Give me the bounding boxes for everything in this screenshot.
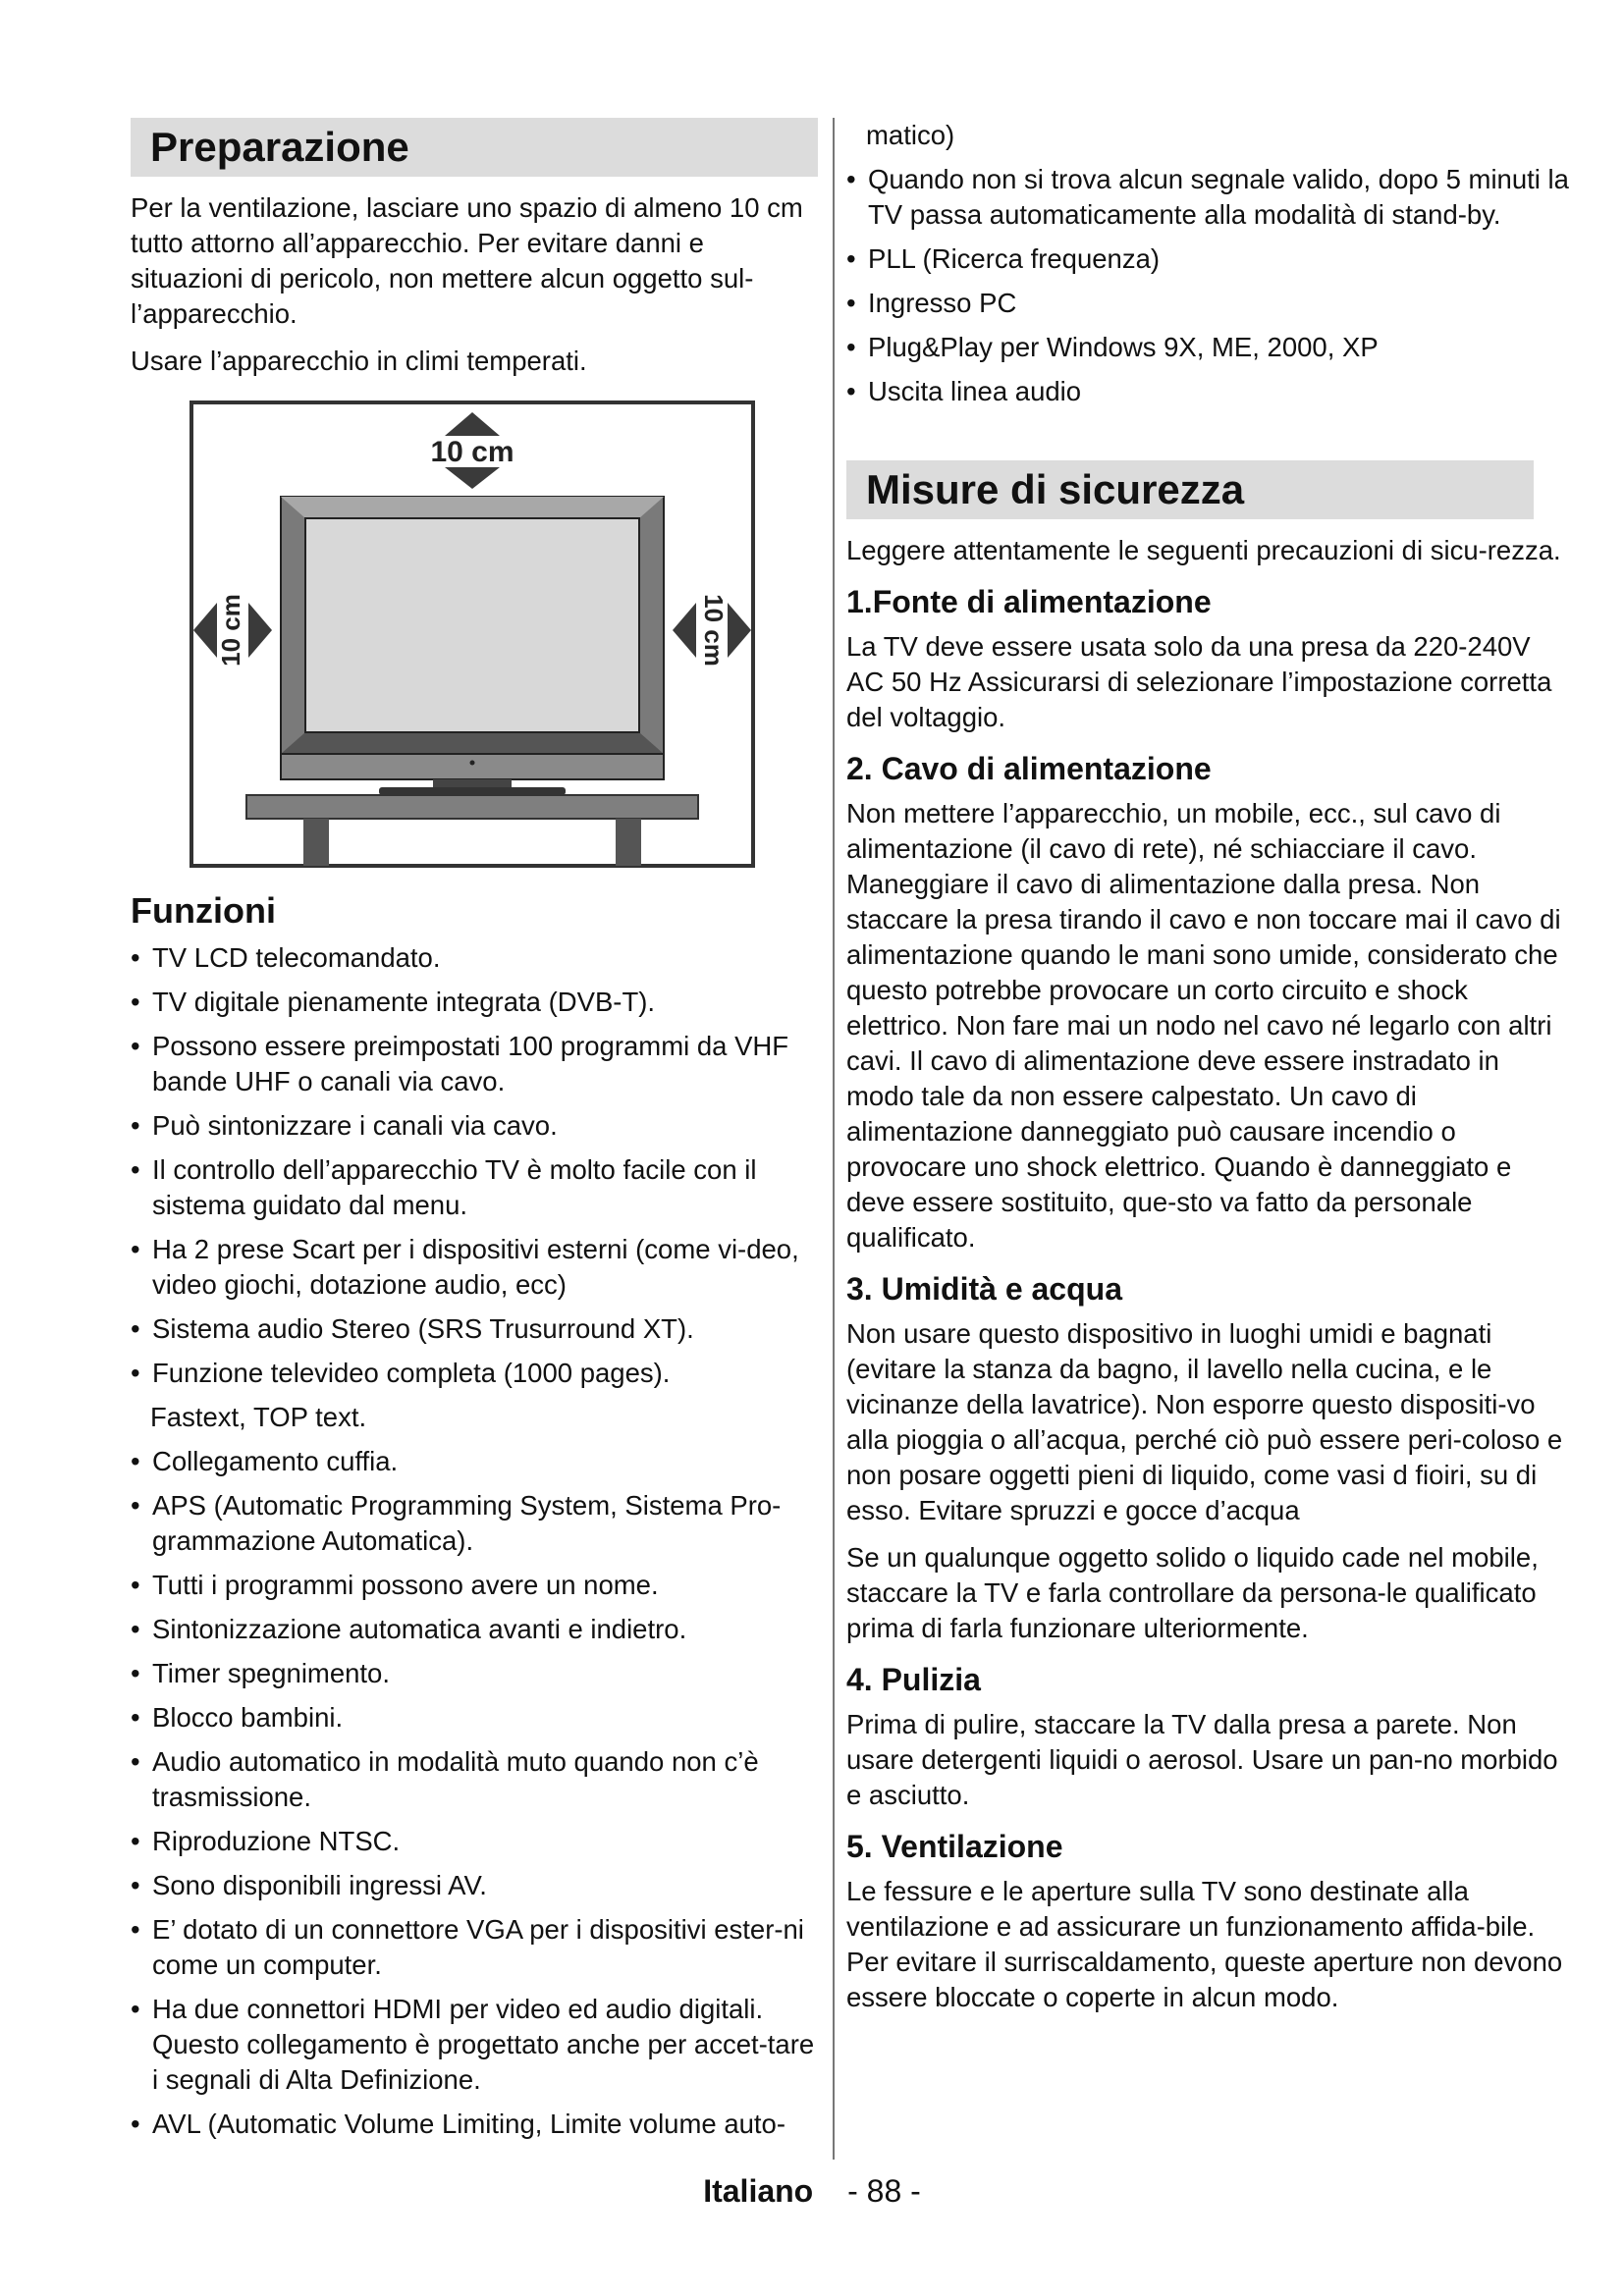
list-item: • Sintonizzazione automatica avanti e indietro.	[131, 1612, 818, 1647]
section-2-paragraph: Non mettere l’apparecchio, un mobile, ecc., sul cavo di alimentazione (il cavo di rete), né schiacciare il cavo. Maneggiare il cavo di alimentazione dalla presa. Non staccare la presa tirando il cavo e non toccare mai il cavo di alimentazione quando le mani sono umide, considerato che questo potrebbe provocare un corto circuito e shock elettrico. Non fare mai un nodo nel cavo né legarlo con altri cavi. Il cavo di alimentazione deve essere instradato in modo tale da non essere calpestato. Un cavo di alimentazione danneggiato può causare incendio o provocare uno shock elettrico. Quando è danneggiato e deve essere sostituito, que-sto va fatto da personale qualificato.	[846, 798, 1561, 1253]
list-item: • APS (Automatic Programming System, Sistema Pro-grammazione Automatica).	[131, 1488, 818, 1559]
list-item: • Il controllo dell’apparecchio TV è molto facile con il sistema guidato dal menu.	[131, 1152, 818, 1223]
section-3-heading: 3. Umidità e acqua	[846, 1271, 1122, 1307]
top-clearance-label: 10 cm	[430, 436, 514, 468]
section-4-heading: 4. Pulizia	[846, 1662, 981, 1697]
list-item: • Sistema audio Stereo (SRS Trusurround XT).	[131, 1311, 818, 1347]
left-clearance-label: 10 cm	[215, 594, 245, 667]
list-item: • Può sintonizzare i canali via cavo.	[131, 1108, 818, 1144]
footer-language: Italiano	[703, 2173, 814, 2209]
section-3-paragraph-1: Non usare questo dispositivo in luoghi umidi e bagnati (evitare la stanza da bagno, il lavello nella cucina, e le vicinanze della lavatrice). Non esporre questo dispositi-vo alla pioggia o all’acqua, perché ciò può essere peri-coloso e non posare oggetti pieni di liquido, come vasi d fioiri, su di esso. Evitare spruzzi e gocce d’acqua	[846, 1318, 1563, 1525]
section-2-heading: 2. Cavo di alimentazione	[846, 751, 1212, 786]
list-item: • Tutti i programmi possono avere un nome.	[131, 1568, 818, 1603]
list-item: • E’ dotato di un connettore VGA per i dispositivi ester-ni come un computer.	[131, 1912, 818, 1983]
table-leg-right	[616, 819, 641, 866]
tv-speaker-bar	[281, 754, 664, 779]
list-item: • Timer spegnimento.	[131, 1656, 818, 1691]
list-item: • AVL (Automatic Volume Limiting, Limite volume auto-	[131, 2107, 818, 2142]
table-top	[246, 795, 698, 819]
table-leg-left	[303, 819, 329, 866]
list-item: • Possono essere preimpostati 100 programmi da VHF bande UHF o canali via cavo.	[131, 1029, 818, 1099]
page-footer	[0, 2171, 1624, 2211]
section-5-heading: 5. Ventilazione	[846, 1829, 1063, 1864]
preparazione-paragraph-1: Per la ventilazione, lasciare uno spazio di almeno 10 cm tutto attorno all’apparecchio. Per evitare danni e situazioni di pericolo, non mettere alcun oggetto sul-l’apparecchio.	[131, 192, 803, 329]
left-column	[131, 118, 818, 2151]
section-5-paragraph: Le fessure e le aperture sulla TV sono destinate alla ventilazione e ad assicurare un funzionamento affida-bile. Per evitare il surriscaldamento, queste aperture non devono essere bloccate o coperte in alcun modo.	[846, 1876, 1563, 2012]
funzioni-list	[131, 940, 818, 1391]
list-item: • Plug&Play per Windows 9X, ME, 2000, XP	[846, 330, 1573, 365]
list-item: • Funzione televideo completa (1000 pages).	[131, 1356, 818, 1391]
list-item: • Audio automatico in modalità muto quando non c’è trasmissione.	[131, 1744, 818, 1815]
preparazione-paragraph-2: Usare l’apparecchio in climi temperati.	[131, 346, 587, 376]
list-item: • Ha 2 prese Scart per i dispositivi esterni (come vi-deo, video giochi, dotazione audio, ecc)	[131, 1232, 818, 1303]
sicurezza-heading: Misure di sicurezza	[846, 460, 1534, 519]
fastext-line: Fastext, TOP text.	[150, 1402, 367, 1432]
list-item: • Sono disponibili ingressi AV.	[131, 1868, 818, 1903]
list-item: • PLL (Ricerca frequenza)	[846, 241, 1573, 277]
section-1-heading: 1.Fonte di alimentazione	[846, 584, 1212, 619]
tv-screen	[305, 518, 639, 732]
list-item: • Collegamento cuffia.	[131, 1444, 818, 1479]
list-item: • TV digitale pienamente integrata (DVB-T).	[131, 985, 818, 1020]
list-item: • TV LCD telecomandato.	[131, 940, 818, 976]
preparazione-heading: Preparazione	[131, 118, 818, 177]
list-item: • Ha due connettori HDMI per video ed audio digitali. Questo collegamento è progettato anche per accet-tare i segnali di Alta Definizione.	[131, 1992, 818, 2098]
section-4-paragraph: Prima di pulire, staccare la TV dalla presa a parete. Non usare detergenti liquidi o aerosol. Usare un pan-no morbido e asciutto.	[846, 1709, 1558, 1810]
funzioni-list-continued	[131, 1444, 818, 2142]
right-clearance-label: 10 cm	[699, 594, 730, 667]
list-item: • Quando non si trova alcun segnale valido, dopo 5 minuti la TV passa automaticamente alla modalità di stand-by.	[846, 162, 1573, 233]
section-1-paragraph: La TV deve essere usata solo da una presa da 220-240V AC 50 Hz Assicurarsi di selezionare l’impostazione corretta del voltaggio.	[846, 631, 1552, 732]
right-column	[846, 118, 1573, 2027]
tv-clearance-diagram	[188, 399, 757, 870]
list-item: • Ingresso PC	[846, 286, 1573, 321]
page-number: - 88 -	[847, 2173, 921, 2209]
section-3-paragraph-2: Se un qualunque oggetto solido o liquido cade nel mobile, staccare la TV e farla controllare da persona-le qualificato prima di farla funzionare ulteriormente.	[846, 1542, 1539, 1643]
column-divider	[833, 118, 835, 2160]
features-list-continued	[846, 162, 1573, 409]
list-item: • Uscita linea audio	[846, 374, 1573, 409]
list-item: • Blocco bambini.	[131, 1700, 818, 1735]
list-item: • Riproduzione NTSC.	[131, 1824, 818, 1859]
continued-text: matico)	[866, 120, 955, 150]
funzioni-heading: Funzioni	[131, 890, 276, 931]
sicurezza-intro: Leggere attentamente le seguenti precauzioni di sicu-rezza.	[846, 535, 1561, 565]
